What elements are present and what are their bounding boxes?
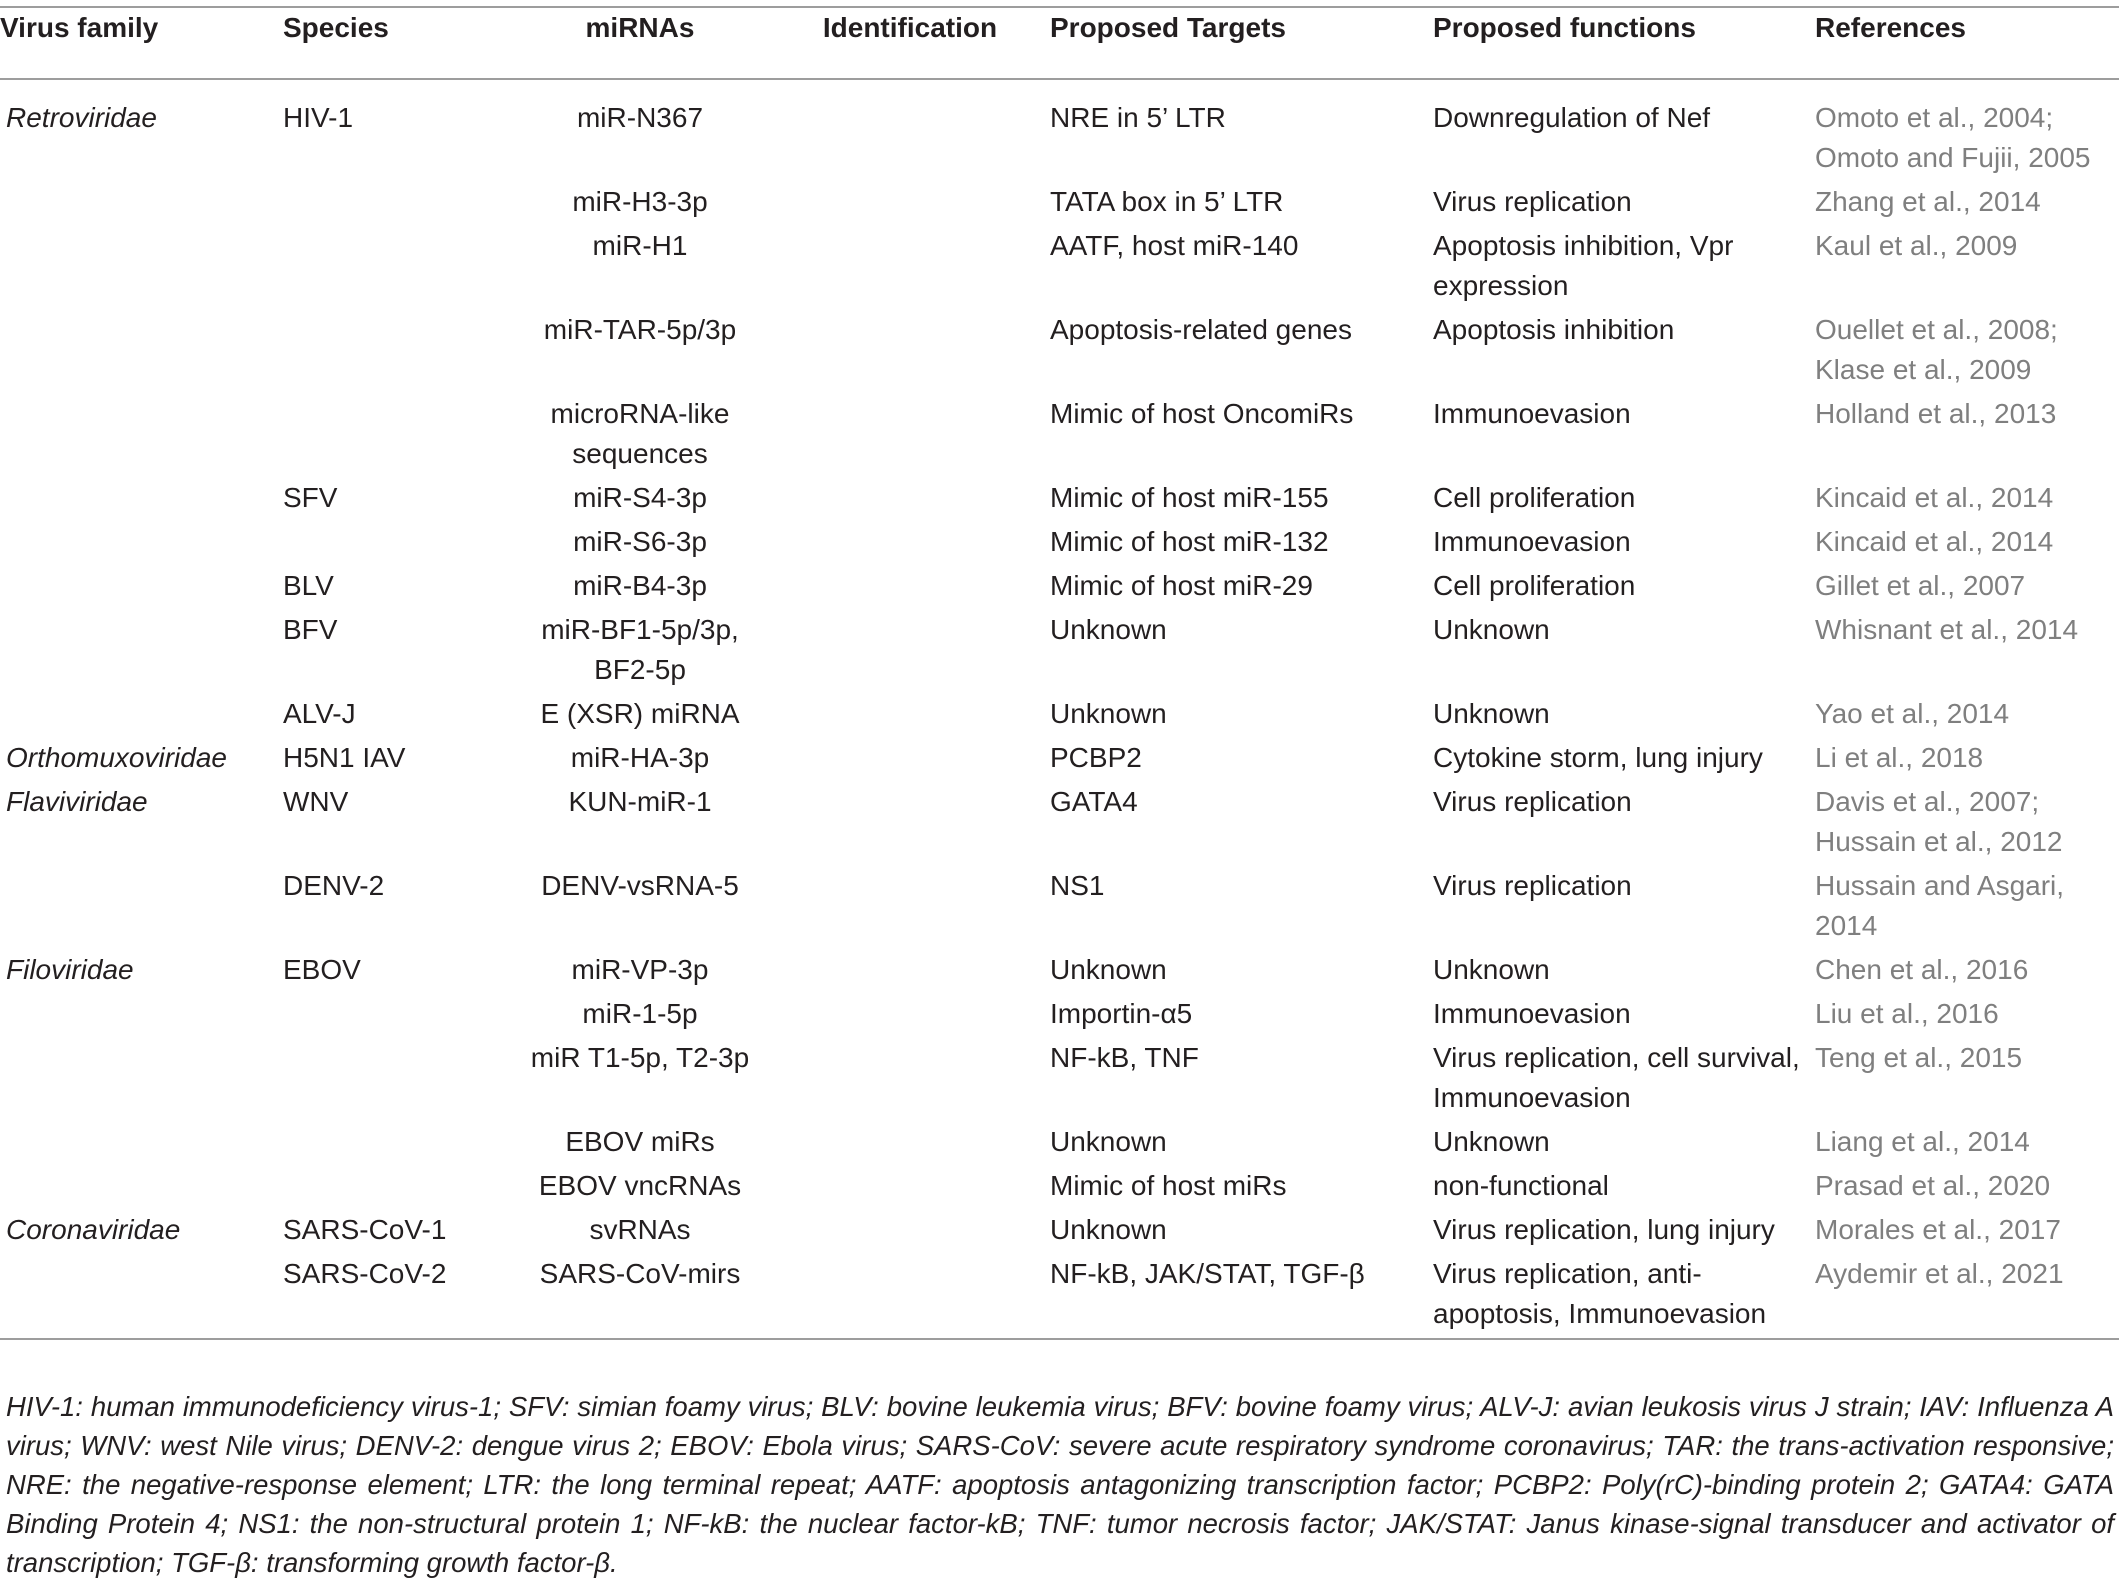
identification-cell xyxy=(770,782,1050,866)
reference-cell: Liu et al., 2016 xyxy=(1815,998,1999,1029)
identification-cell xyxy=(770,226,1050,310)
mirna-cell: miR-H3-3p xyxy=(572,186,708,217)
virus-mirna-table xyxy=(0,6,2119,1340)
table-row xyxy=(0,478,2119,522)
species-cell: EBOV xyxy=(283,954,361,985)
targets-cell: PCBP2 xyxy=(1050,742,1142,773)
functions-cell: Immunoevasion xyxy=(1433,398,1631,429)
functions-cell: Virus replication, anti-apoptosis, Immunoevasion xyxy=(1433,1258,1767,1329)
table-row xyxy=(0,1210,2119,1254)
targets-cell: Unknown xyxy=(1050,1126,1167,1157)
table-row xyxy=(0,866,2119,950)
family-cell: Orthomuxoviridae xyxy=(6,742,227,773)
header-identification: Identification xyxy=(770,7,1050,79)
family-cell xyxy=(0,478,283,522)
reference-cell: Omoto et al., 2004; Omoto and Fujii, 2005 xyxy=(1815,102,2091,173)
species-cell xyxy=(283,226,510,310)
table-row xyxy=(0,1166,2119,1210)
targets-cell: TATA box in 5’ LTR xyxy=(1050,186,1284,217)
header-mirnas: miRNAs xyxy=(510,7,770,79)
family-cell xyxy=(0,610,283,694)
targets-cell: Mimic of host miR-132 xyxy=(1050,526,1329,557)
table-row xyxy=(0,79,2119,182)
table-row xyxy=(0,226,2119,310)
functions-cell: Virus replication, cell survival, Immunoevasion xyxy=(1433,1042,1800,1113)
reference-cell: Ouellet et al., 2008; Klase et al., 2009 xyxy=(1815,314,2058,385)
targets-cell: NS1 xyxy=(1050,870,1105,901)
identification-cell xyxy=(770,478,1050,522)
reference-cell: Teng et al., 2015 xyxy=(1815,1042,2023,1073)
table-row xyxy=(0,950,2119,994)
table-row xyxy=(0,738,2119,782)
identification-cell xyxy=(770,1210,1050,1254)
identification-cell xyxy=(770,610,1050,694)
targets-cell: Mimic of host miR-29 xyxy=(1050,570,1313,601)
species-cell xyxy=(283,994,510,1038)
species-cell: SARS-CoV-1 xyxy=(283,1214,447,1245)
mirna-cell: miR-S4-3p xyxy=(573,482,707,513)
mirna-cell: miR-S6-3p xyxy=(573,526,707,557)
mirna-cell: KUN-miR-1 xyxy=(568,786,712,817)
reference-cell: Kincaid et al., 2014 xyxy=(1815,482,2054,513)
family-cell xyxy=(0,226,283,310)
species-cell xyxy=(283,1166,510,1210)
species-cell: WNV xyxy=(283,786,349,817)
identification-cell xyxy=(770,79,1050,182)
table-row xyxy=(0,1254,2119,1339)
targets-cell: Unknown xyxy=(1050,1214,1167,1245)
table-row xyxy=(0,694,2119,738)
table-row xyxy=(0,394,2119,478)
species-cell xyxy=(283,394,510,478)
reference-cell: Aydemir et al., 2021 xyxy=(1815,1258,2064,1289)
species-cell: DENV-2 xyxy=(283,870,385,901)
functions-cell: Cell proliferation xyxy=(1433,570,1636,601)
functions-cell: Virus replication xyxy=(1433,870,1632,901)
identification-cell xyxy=(770,1122,1050,1166)
header-species: Species xyxy=(283,7,510,79)
family-cell: Coronaviridae xyxy=(6,1214,181,1245)
functions-cell: Immunoevasion xyxy=(1433,998,1631,1029)
table-row xyxy=(0,182,2119,226)
family-cell xyxy=(0,1254,283,1339)
reference-cell: Hussain and Asgari, 2014 xyxy=(1815,870,2065,941)
family-cell xyxy=(0,1038,283,1122)
identification-cell xyxy=(770,1254,1050,1339)
targets-cell: Importin-α5 xyxy=(1050,998,1193,1029)
family-cell xyxy=(0,394,283,478)
mirna-cell: svRNAs xyxy=(589,1214,691,1245)
identification-cell xyxy=(770,522,1050,566)
functions-cell: Unknown xyxy=(1433,1126,1550,1157)
functions-cell: Cell proliferation xyxy=(1433,482,1636,513)
reference-cell: Davis et al., 2007; Hussain et al., 2012 xyxy=(1815,786,2063,857)
family-cell: Filoviridae xyxy=(6,954,134,985)
reference-cell: Whisnant et al., 2014 xyxy=(1815,614,2079,645)
mirna-cell: miR-N367 xyxy=(576,102,704,133)
targets-cell: NF-kB, TNF xyxy=(1050,1042,1199,1073)
family-cell xyxy=(0,994,283,1038)
identification-cell xyxy=(770,310,1050,394)
functions-cell: non-functional xyxy=(1433,1170,1609,1201)
targets-cell: Unknown xyxy=(1050,954,1167,985)
reference-cell: Morales et al., 2017 xyxy=(1815,1214,2061,1245)
targets-cell: AATF, host miR-140 xyxy=(1050,230,1299,261)
reference-cell: Holland et al., 2013 xyxy=(1815,398,2057,429)
functions-cell: Unknown xyxy=(1433,954,1550,985)
identification-cell xyxy=(770,738,1050,782)
header-references: References xyxy=(1815,7,2119,79)
table-row xyxy=(0,310,2119,394)
identification-cell xyxy=(770,566,1050,610)
family-cell: Flaviviridae xyxy=(6,786,148,817)
header-proposed-functions: Proposed functions xyxy=(1433,7,1815,79)
functions-cell: Apoptosis inhibition xyxy=(1433,314,1675,345)
species-cell: BFV xyxy=(283,614,338,645)
identification-cell xyxy=(770,950,1050,994)
species-cell xyxy=(283,310,510,394)
functions-cell: Virus replication xyxy=(1433,186,1632,217)
header-proposed-targets: Proposed Targets xyxy=(1050,7,1433,79)
header-virus-family: Virus family xyxy=(0,7,283,79)
family-cell xyxy=(0,522,283,566)
species-cell xyxy=(283,182,510,226)
functions-cell: Immunoevasion xyxy=(1433,526,1631,557)
family-cell: Retroviridae xyxy=(6,102,157,133)
mirna-cell: SARS-CoV-mirs xyxy=(539,1258,741,1289)
targets-cell: Mimic of host miR-155 xyxy=(1050,482,1329,513)
species-cell: SFV xyxy=(283,482,338,513)
family-cell xyxy=(0,694,283,738)
species-cell: H5N1 IAV xyxy=(283,742,406,773)
targets-cell: Unknown xyxy=(1050,698,1167,729)
functions-cell: Apoptosis inhibition, Vpr expression xyxy=(1433,230,1734,301)
species-cell: ALV-J xyxy=(283,698,356,729)
table-row xyxy=(0,1122,2119,1166)
targets-cell: Apoptosis-related genes xyxy=(1050,314,1352,345)
reference-cell: Zhang et al., 2014 xyxy=(1815,186,2041,217)
reference-cell: Kaul et al., 2009 xyxy=(1815,230,2018,261)
mirna-cell: miR-H1 xyxy=(592,230,688,261)
mirna-cell: microRNA-like sequences xyxy=(550,398,730,469)
table-body xyxy=(0,79,2119,1339)
family-cell xyxy=(0,182,283,226)
table-row xyxy=(0,566,2119,610)
identification-cell xyxy=(770,394,1050,478)
mirna-cell: miR-VP-3p xyxy=(571,954,709,985)
mirna-cell: miR-HA-3p xyxy=(570,742,710,773)
species-cell xyxy=(283,1038,510,1122)
mirna-cell: DENV-vsRNA-5 xyxy=(541,870,739,901)
functions-cell: Unknown xyxy=(1433,614,1550,645)
mirna-cell: miR-TAR-5p/3p xyxy=(543,314,737,345)
functions-cell: Cytokine storm, lung injury xyxy=(1433,742,1763,773)
targets-cell: NRE in 5’ LTR xyxy=(1050,102,1226,133)
table-row xyxy=(0,522,2119,566)
reference-cell: Prasad et al., 2020 xyxy=(1815,1170,2051,1201)
table-footnote: HIV-1: human immunodeficiency virus-1; SFV: simian foamy virus; BLV: bovine leukemia virus; BFV: bovine foamy virus; ALV-J: avian leukosis virus J strain; IAV: Influenza A virus; WNV: west Nile virus; DENV-2: dengue virus 2; EBOV: Ebola virus; SARS-CoV: severe acute respiratory syndrome coronavirus; TAR: the trans-activation responsive; NRE: the negative-response element; LTR: the long terminal repeat; AATF: apoptosis antagonizing transcription factor; PCBP2: Poly(rC)-binding protein 2; GATA4: GATA Binding Protein 4; NS1: the non-structural protein 1; NF-kB: the nuclear factor-kB; TNF: tumor necrosis factor; JAK/STAT: Janus kinase-signal transducer and activator of transcription; TGF-β: transforming growth factor-β. xyxy=(6,1391,2114,1578)
species-cell xyxy=(283,522,510,566)
reference-cell: Yao et al., 2014 xyxy=(1815,698,2010,729)
functions-cell: Virus replication, lung injury xyxy=(1433,1214,1775,1245)
mirna-cell: miR T1-5p, T2-3p xyxy=(530,1042,750,1073)
species-cell: HIV-1 xyxy=(283,102,354,133)
family-cell xyxy=(0,866,283,950)
reference-cell: Kincaid et al., 2014 xyxy=(1815,526,2054,557)
identification-cell xyxy=(770,182,1050,226)
table-row xyxy=(0,610,2119,694)
family-cell xyxy=(0,566,283,610)
table-row xyxy=(0,782,2119,866)
mirna-cell: E (XSR) miRNA xyxy=(540,698,740,729)
table-row xyxy=(0,994,2119,1038)
mirna-cell: miR-BF1-5p/3p, BF2-5p xyxy=(541,614,739,685)
species-cell: SARS-CoV-2 xyxy=(283,1258,447,1289)
reference-cell: Li et al., 2018 xyxy=(1815,742,1984,773)
targets-cell: Mimic of host OncomiRs xyxy=(1050,398,1354,429)
mirna-cell: miR-B4-3p xyxy=(573,570,707,601)
targets-cell: NF-kB, JAK/STAT, TGF-β xyxy=(1050,1258,1365,1289)
species-cell xyxy=(283,1122,510,1166)
family-cell xyxy=(0,1122,283,1166)
species-cell: BLV xyxy=(283,570,334,601)
mirna-cell: EBOV vncRNAs xyxy=(538,1170,742,1201)
mirna-cell: miR-1-5p xyxy=(582,998,698,1029)
mirna-cell: EBOV miRs xyxy=(565,1126,715,1157)
table-row xyxy=(0,1038,2119,1122)
family-cell xyxy=(0,310,283,394)
targets-cell: GATA4 xyxy=(1050,786,1138,817)
reference-cell: Gillet et al., 2007 xyxy=(1815,570,2026,601)
family-cell xyxy=(0,1166,283,1210)
identification-cell xyxy=(770,1166,1050,1210)
functions-cell: Virus replication xyxy=(1433,786,1632,817)
targets-cell: Mimic of host miRs xyxy=(1050,1170,1287,1201)
identification-cell xyxy=(770,694,1050,738)
functions-cell: Downregulation of Nef xyxy=(1433,102,1711,133)
reference-cell: Liang et al., 2014 xyxy=(1815,1126,2030,1157)
table-header-row xyxy=(0,7,2119,79)
targets-cell: Unknown xyxy=(1050,614,1167,645)
identification-cell xyxy=(770,866,1050,950)
identification-cell xyxy=(770,994,1050,1038)
reference-cell: Chen et al., 2016 xyxy=(1815,954,2029,985)
functions-cell: Unknown xyxy=(1433,698,1550,729)
identification-cell xyxy=(770,1038,1050,1122)
